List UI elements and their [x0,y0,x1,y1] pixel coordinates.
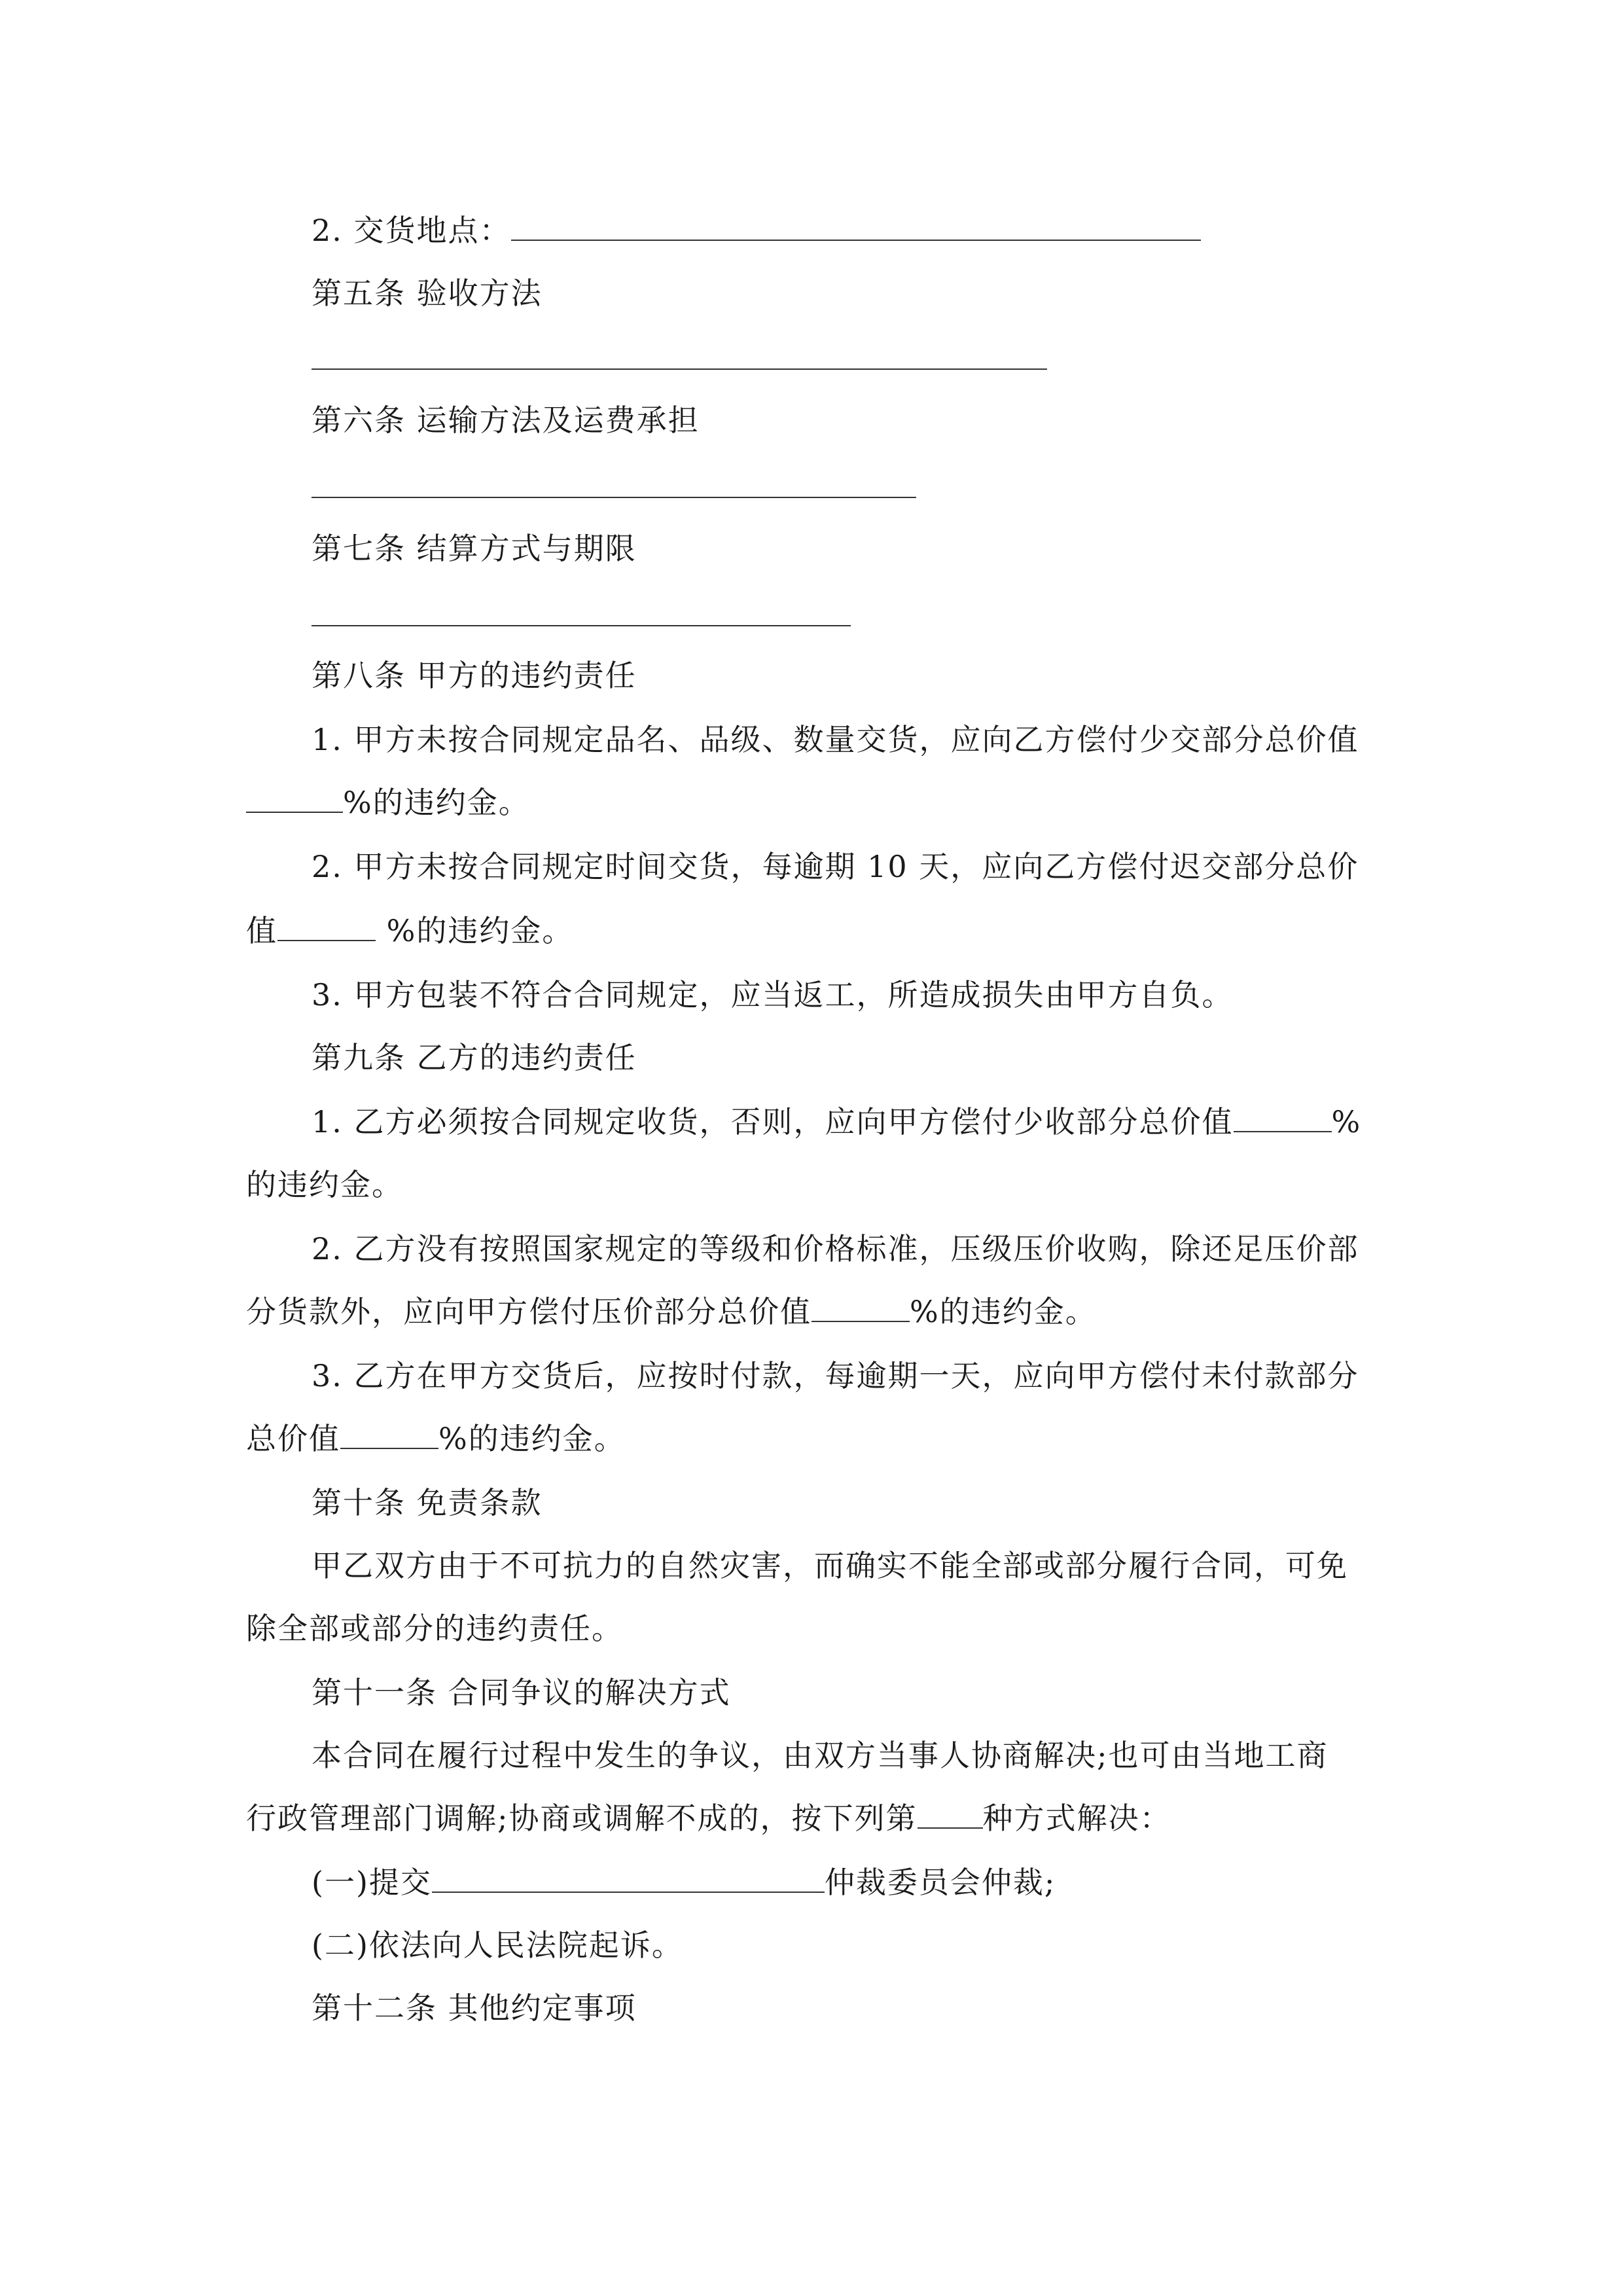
clause-8-item-1-cont [0,781,1623,823]
clause-8-item-1-tail: %的违约金。 [343,785,530,820]
method-number-blank [918,1799,983,1829]
clause-8-item-2-head: 值 [246,913,277,948]
clause-9-item-2-cont [0,1291,1623,1333]
clause-11-body-cont [0,1797,1623,1839]
clause-8-item-2-tail: %的违约金。 [376,913,574,948]
clause-8-heading: 第八条 甲方的违约责任 [312,658,637,693]
delivery-place-label: 2. 交货地点： [312,213,511,248]
penalty-blank [812,1292,910,1322]
clause-5-blank-line [312,368,1047,370]
clause-10-body-cont: 除全部或部分的违约责任。 [246,1611,623,1646]
clause-4-delivery-place [0,209,1623,251]
clause-11-body-tail: 种方式解决： [982,1801,1171,1836]
clause-6-heading: 第六条 运输方法及运费承担 [312,403,700,438]
clause-9-item-3-tail: %的违约金。 [438,1421,626,1456]
clause-8-item-2: 2. 甲方未按合同规定时间交货，每逾期 10 天，应向乙方偿付迟交部分总价 [312,849,1359,884]
clause-9-item-1-head: 1. 乙方必须按合同规定收货，否则，应向甲方偿付少收部分总价值 [312,1104,1234,1139]
penalty-blank [340,1419,438,1449]
arbitration-committee-blank [432,1863,825,1893]
clause-11-option-1 [0,1861,1623,1903]
clause-12-heading: 第十二条 其他约定事项 [312,1990,637,2026]
clause-11-option-2: (二)依法向人民法院起诉。 [312,1928,683,1963]
clause-9-item-3-head: 总价值 [246,1421,340,1456]
clause-9-item-2-tail: %的违约金。 [910,1294,1097,1329]
clause-11-heading: 第十一条 合同争议的解决方式 [312,1675,731,1710]
clause-7-blank-line [312,625,851,626]
clause-9-item-1 [0,1101,1623,1143]
option-1-tail: 仲裁委员会仲裁; [824,1865,1056,1900]
penalty-blank [1234,1102,1332,1132]
penalty-blank [246,783,343,813]
option-1-head: (一)提交 [312,1865,432,1900]
clause-9-item-3: 3. 乙方在甲方交货后，应按时付款，每逾期一天，应向甲方偿付未付款部分 [312,1358,1359,1393]
clause-8-item-1: 1. 甲方未按合同规定品名、品级、数量交货，应向乙方偿付少交部分总价值 [312,722,1359,757]
delivery-place-blank [511,211,1201,241]
clause-5-heading: 第五条 验收方法 [312,276,543,311]
clause-9-item-2: 2. 乙方没有按照国家规定的等级和价格标准，压级压价收购，除还足压价部 [312,1231,1359,1266]
clause-7-heading: 第七条 结算方式与期限 [312,531,637,566]
clause-9-item-3-cont [0,1418,1623,1460]
clause-9-heading: 第九条 乙方的违约责任 [312,1040,637,1075]
clause-8-item-3: 3. 甲方包装不符合合同规定，应当返工，所造成损失由甲方自负。 [312,977,1234,1013]
clause-6-blank-line [312,497,916,498]
clause-9-item-1-tail: % [1331,1104,1362,1139]
penalty-blank [277,911,376,941]
clause-8-item-2-cont [0,910,1623,952]
clause-11-body: 本合同在履行过程中发生的争议，由双方当事人协商解决;也可由当地工商 [312,1738,1329,1773]
clause-9-item-2-head: 分货款外，应向甲方偿付压价部分总价值 [246,1294,812,1329]
clause-10-heading: 第十条 免责条款 [312,1485,543,1520]
clause-10-body: 甲乙双方由于不可抗力的自然灾害，而确实不能全部或部分履行合同，可免 [312,1548,1348,1583]
clause-9-item-1-cont: 的违约金。 [246,1167,403,1202]
clause-11-body-head: 行政管理部门调解;协商或调解不成的，按下列第 [246,1801,918,1836]
